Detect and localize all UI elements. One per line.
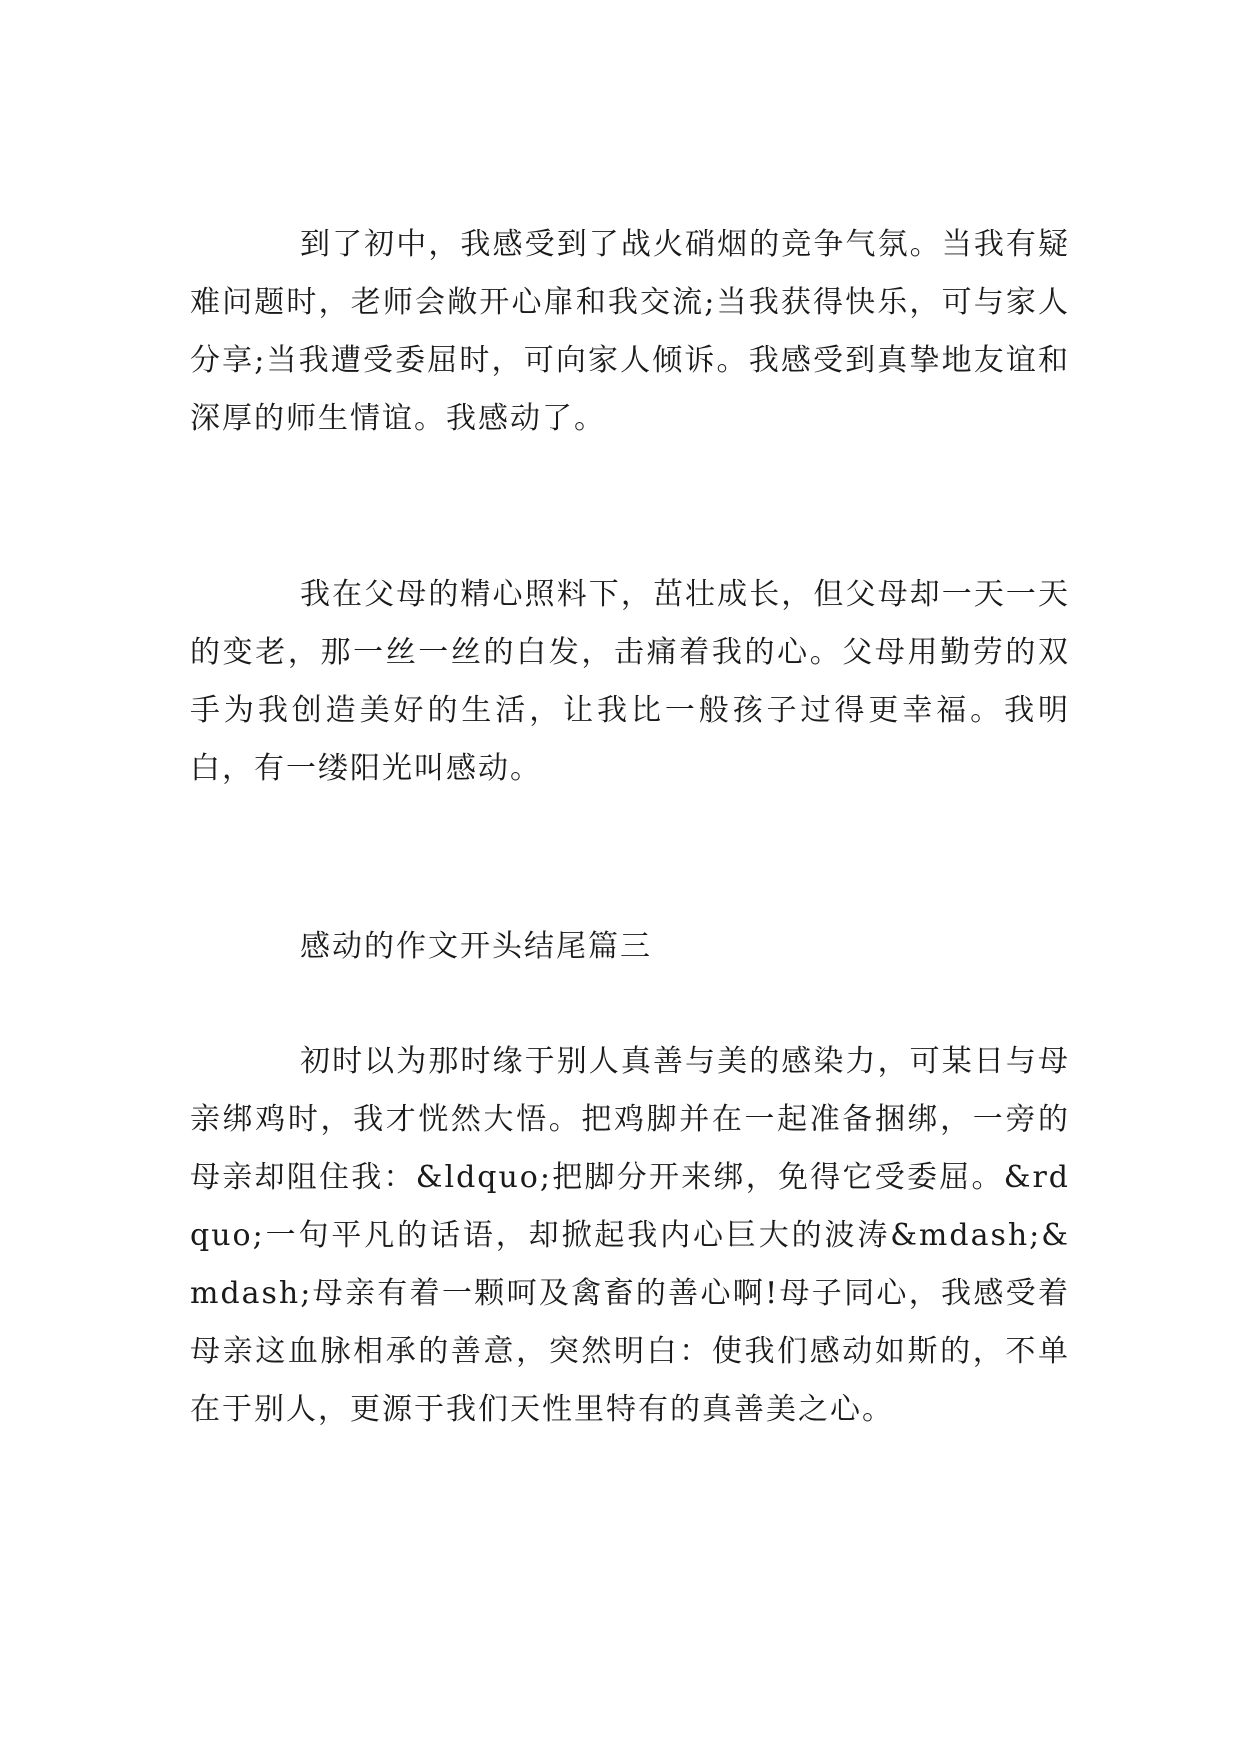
section-heading: 感动的作文开头结尾篇三 [300,929,652,964]
paragraph-2: 我在父母的精心照料下，茁壮成长，但父母却一天一天的变老，那一丝一丝的白发，击痛着我的心。父母用勤劳的双手为我创造美好的生活，让我比一般孩子过得更幸福。我明白，有一缕阳光叫感动。 [190,577,1070,786]
paragraph-3: 初时以为那时缘于别人真善与美的感染力，可某日与母亲绑鸡时，我才恍然大悟。把鸡脚并在一起准备捆绑，一旁的母亲却阻住我：&ldquo;把脚分开来绑，免得它受委屈。&rdquo;一句平凡的话语，却掀起我内心巨大的波涛&mdash;&mdash;母亲有着一颗呵及禽畜的善心啊!母子同心，我感受着母亲这血脉相承的善意，突然明白：使我们感动如斯的，不单在于别人，更源于我们天性里特有的真善美之心。 [190,1044,1070,1427]
paragraph-1: 到了初中，我感受到了战火硝烟的竞争气氛。当我有疑难问题时，老师会敞开心扉和我交流;当我获得快乐，可与家人分享;当我遭受委屈时，可向家人倾诉。我感受到真挚地友谊和深厚的师生情谊。我感动了。 [190,227,1070,436]
